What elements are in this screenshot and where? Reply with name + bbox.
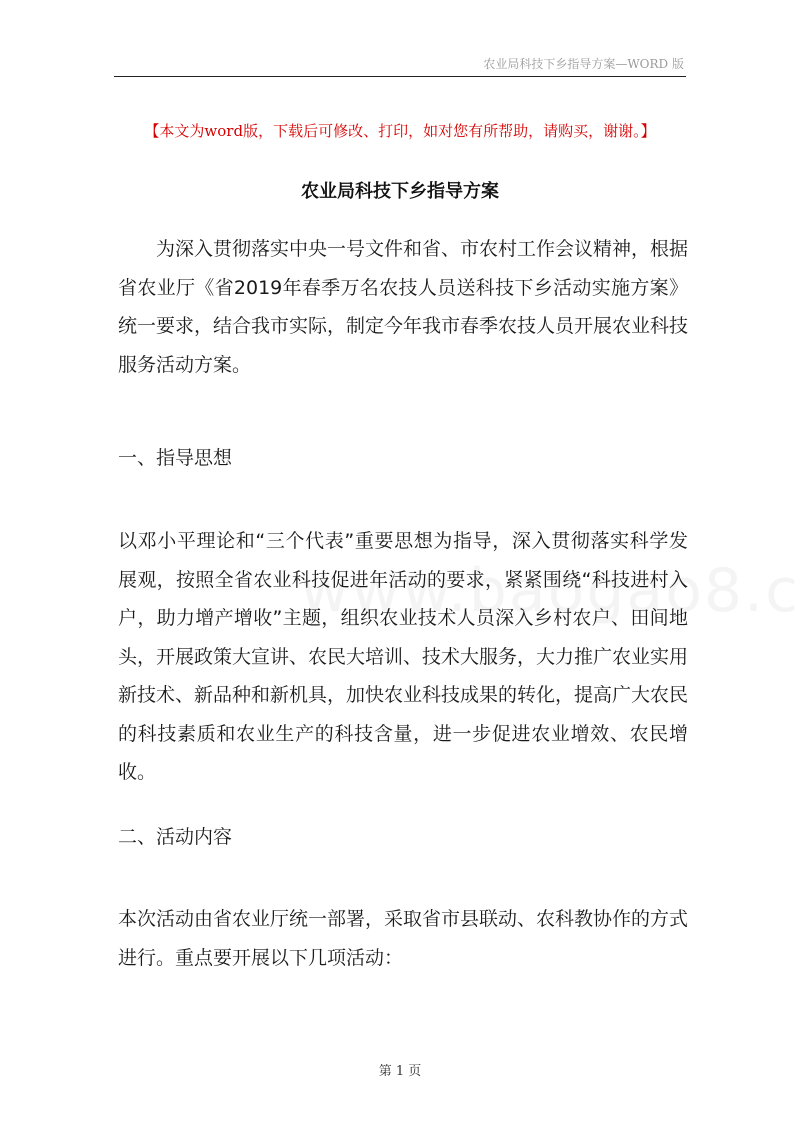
purchase-notice: 【本文为word版，下载后可修改、打印，如对您有所帮助，请购买，谢谢。】 <box>144 122 656 140</box>
running-header: 农业局科技下乡指导方案—WORD 版 <box>483 57 684 71</box>
section-1-paragraph: 以邓小平理论和“三个代表”重要思想为指导，深入贯彻落实科学发展观，按照全省农业科技促进年活动的要求，紧紧围绕“科技进村入户，助力增产增收”主题，组织农业技术人员深入乡村农户、田间地头，开展政策大宣讲、农民大培训、技术大服务，大力推广农业实用新技术、新品种和新机具，加快农业科技成果的转化，提高广大农民的科技素质和农业生产的科技含量，进一步促进农业增效、农民增收。 <box>118 530 689 783</box>
page-number: 第 1 页 <box>378 1064 422 1079</box>
header-divider <box>114 76 686 77</box>
document-title: 农业局科技下乡指导方案 <box>301 181 499 202</box>
section-2-paragraph: 本次活动由省农业厅统一部署，采取省市县联动、农科教协作的方式进行。重点要开展以下几项活动： <box>118 908 689 969</box>
section-1-heading: 一、指导思想 <box>118 447 233 469</box>
intro-paragraph: 为深入贯彻落实中央一号文件和省、市农村工作会议精神，根据省农业厅《省2019年春季万名农技人员送科技下乡活动实施方案》统一要求，结合我市实际，制定今年我市春季农技人员开展农业科技服务活动方案。 <box>118 238 689 376</box>
section-2-heading: 二、活动内容 <box>118 826 233 848</box>
